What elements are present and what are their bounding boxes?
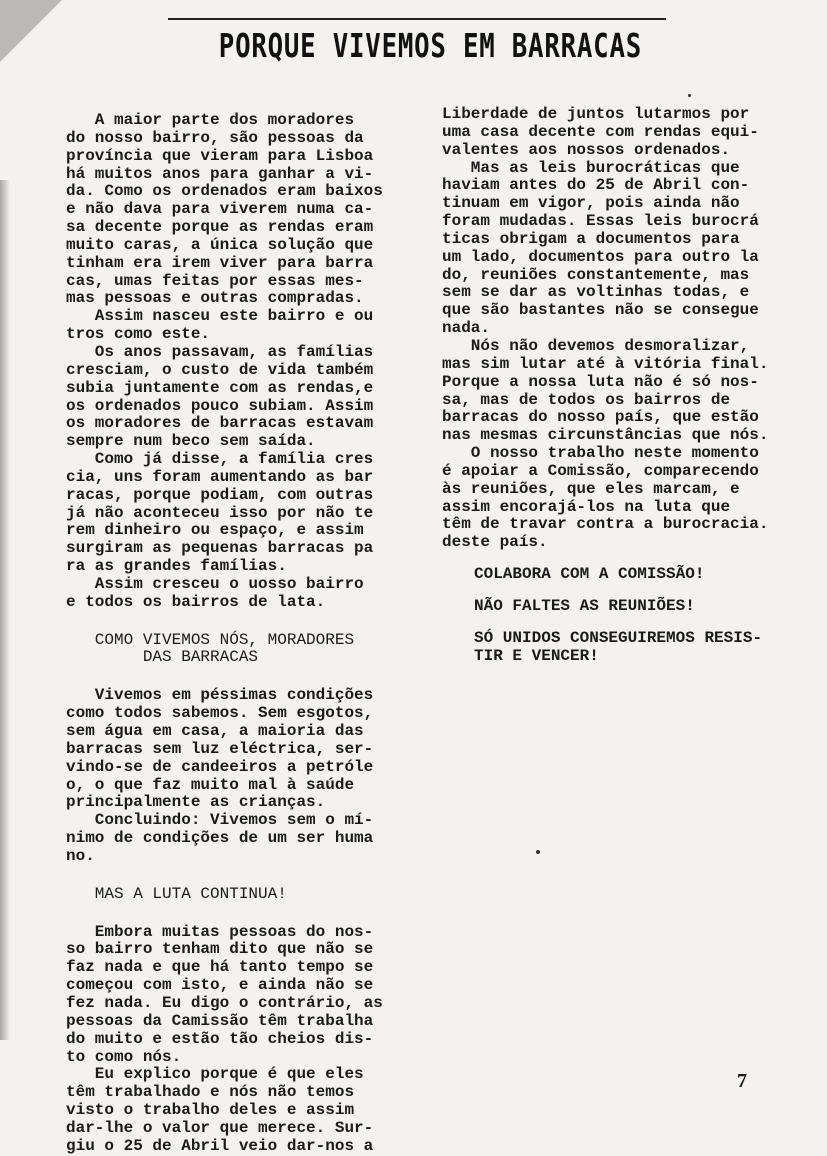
text-line: nada. bbox=[442, 319, 491, 338]
text-line: tinham era irem viver para barra bbox=[66, 253, 374, 272]
left-column bbox=[66, 112, 412, 1156]
text-line: Porque a nossa luta não é só nos- bbox=[442, 372, 759, 391]
text-line: Como já disse, a família cres bbox=[66, 450, 374, 469]
text-line: tinuam em vigor, pois ainda não bbox=[442, 194, 740, 213]
text-line: nimo de condições de um ser huma bbox=[66, 829, 374, 848]
text-line: barracas do nosso país, que estão bbox=[442, 408, 759, 427]
text-line: to como nós. bbox=[66, 1047, 182, 1066]
text-line: começou com isto, e ainda não se bbox=[66, 976, 374, 995]
text-line: foram mudadas. Essas leis burocrá bbox=[442, 212, 759, 231]
text-line: do nosso bairro, são pessoas da bbox=[66, 128, 364, 147]
text-line: fez nada. Eu digo o contrário, as bbox=[66, 993, 383, 1012]
text-line: barracas sem luz eléctrica, ser- bbox=[66, 739, 374, 758]
text-line: Mas as leis burocráticas que bbox=[442, 158, 740, 177]
text-line: Embora muitas pessoas do nos- bbox=[66, 922, 374, 941]
slogan-so-unidos-2: TIR E VENCER! bbox=[474, 646, 599, 665]
slogan-colabora: COLABORA COM A COMISSÃO! bbox=[474, 565, 705, 583]
text-line: mas sim lutar até à vitória final. bbox=[442, 354, 769, 373]
text-line: já não aconteceu isso por não te bbox=[66, 503, 374, 522]
text-line: ra as grandes famílias. bbox=[66, 557, 287, 576]
right-column-text bbox=[442, 106, 802, 552]
heading-como-vivemos-2: DAS BARRACAS bbox=[66, 648, 259, 667]
left-column-part-3 bbox=[66, 924, 412, 1156]
text-line: o, o que faz muito mal à saúde bbox=[66, 775, 355, 794]
text-line: assim encorajá-los na luta que bbox=[442, 497, 731, 516]
text-line: do muito e estão tão cheios dis- bbox=[66, 1029, 374, 1048]
heading-como-vivemos-1: COMO VIVEMOS NÓS, MORADORES bbox=[66, 630, 355, 649]
text-line: subia juntamente com as rendas,e bbox=[66, 378, 374, 397]
right-column bbox=[442, 106, 802, 552]
text-line: sem água em casa, a maioria das bbox=[66, 722, 364, 740]
text-line: Vivemos em péssimas condições bbox=[66, 686, 374, 705]
text-line: sa decente porque as rendas eram bbox=[66, 218, 374, 237]
text-line: principalmente as crianças. bbox=[66, 793, 326, 812]
text-line: vindo-se de candeeiros a petróle bbox=[66, 757, 374, 776]
ink-speck bbox=[536, 850, 540, 854]
text-line: da. Como os ordenados eram baixos bbox=[66, 182, 383, 201]
text-line: Assim nasceu este bairro e ou bbox=[66, 307, 374, 326]
folded-corner bbox=[0, 0, 62, 62]
text-line: sempre num beco sem saída. bbox=[66, 432, 316, 451]
left-column-part-1 bbox=[66, 112, 412, 612]
text-line: rem dinheiro ou espaço, e assim bbox=[66, 521, 364, 540]
text-line: Eu explico porque é que eles bbox=[66, 1065, 364, 1084]
text-line: no. bbox=[66, 846, 95, 865]
text-line: dar-lhe o valor que merece. Sur- bbox=[66, 1118, 374, 1137]
ink-speck bbox=[688, 94, 691, 97]
text-line: têm de travar contra a burocracia. bbox=[442, 515, 769, 534]
text-line: que são bastantes não se consegue bbox=[442, 301, 759, 320]
heading-luta-continua: MAS A LUTA CONTINUA! bbox=[66, 884, 287, 903]
text-line: pessoas da Camissão têm trabalha bbox=[66, 1011, 374, 1030]
text-line: visto o trabalho deles e assim bbox=[66, 1101, 355, 1120]
text-line: Concluindo: Vivemos sem o mí- bbox=[66, 811, 374, 830]
text-line: província que vieram para Lisboa bbox=[66, 146, 374, 165]
text-line: os moradores de barracas estavam bbox=[66, 414, 374, 433]
text-line: giu o 25 de Abril veio dar-nos a bbox=[66, 1136, 374, 1155]
text-line: uma casa decente com rendas equi- bbox=[442, 122, 759, 141]
text-line: cresciam, o custo de vida também bbox=[66, 360, 374, 379]
text-line: Assim cresceu o uosso bairro bbox=[66, 574, 364, 593]
text-line: e todos os bairros de lata. bbox=[66, 592, 326, 611]
text-line: A maior parte dos moradores bbox=[66, 111, 355, 129]
text-line: Nós não devemos desmoralizar, bbox=[442, 336, 750, 355]
page-title: PORQUE VIVEMOS EM BARRACAS bbox=[218, 26, 642, 65]
text-line: haviam antes do 25 de Abril con- bbox=[442, 176, 750, 195]
text-line: do, reuniões constantemente, mas bbox=[442, 265, 750, 284]
text-line: como todos sabemos. Sem esgotos, bbox=[66, 704, 374, 723]
text-line: surgiram as pequenas barracas pa bbox=[66, 539, 374, 558]
text-line: racas, porque podiam, com outras bbox=[66, 485, 374, 504]
text-line: sem se dar as voltinhas todas, e bbox=[442, 283, 750, 302]
text-line: os ordenados pouco subiam. Assim bbox=[66, 396, 374, 415]
text-line: Os anos passavam, as famílias bbox=[66, 342, 374, 361]
text-line: muito caras, a única solução que bbox=[66, 235, 374, 254]
text-line: tros como este. bbox=[66, 325, 211, 344]
text-line: Liberdade de juntos lutarmos por bbox=[442, 105, 750, 123]
slogans bbox=[474, 566, 804, 665]
text-line: há muitos anos para ganhar a vi- bbox=[66, 164, 374, 183]
text-line: O nosso trabalho neste momento bbox=[442, 444, 759, 463]
text-line: e não dava para viverem numa ca- bbox=[66, 200, 374, 219]
scan-edge-shadow bbox=[0, 180, 10, 1040]
text-line: é apoiar a Comissão, comparecendo bbox=[442, 461, 759, 480]
slogan-nao-faltes: NÃO FALTES AS REUNIÕES! bbox=[474, 596, 695, 615]
text-line: um lado, documentos para outro la bbox=[442, 247, 759, 266]
title-rule bbox=[168, 18, 666, 20]
left-column-part-2 bbox=[66, 687, 412, 865]
text-line: deste país. bbox=[442, 533, 548, 552]
text-line: valentes aos nossos ordenados. bbox=[442, 140, 731, 159]
text-line: nas mesmas circunstâncias que nós. bbox=[442, 426, 769, 445]
slogan-so-unidos-1: SÓ UNIDOS CONSEGUIREMOS RESIS- bbox=[474, 628, 763, 647]
text-line: cas, umas feitas por essas mes- bbox=[66, 271, 364, 290]
text-line: ticas obrigam a documentos para bbox=[442, 229, 740, 248]
text-line: têm trabalhado e nós não temos bbox=[66, 1083, 355, 1102]
text-line: faz nada e que há tanto tempo se bbox=[66, 958, 374, 977]
page-number: 7 bbox=[737, 1070, 747, 1092]
text-line: mas pessoas e outras compradas. bbox=[66, 289, 364, 308]
text-line: so bairro tenham dito que não se bbox=[66, 940, 374, 959]
text-line: cia, uns foram aumentando as bar bbox=[66, 467, 374, 486]
text-line: às reuniões, que eles marcam, e bbox=[442, 479, 740, 498]
text-line: sa, mas de todos os bairros de bbox=[442, 390, 731, 409]
